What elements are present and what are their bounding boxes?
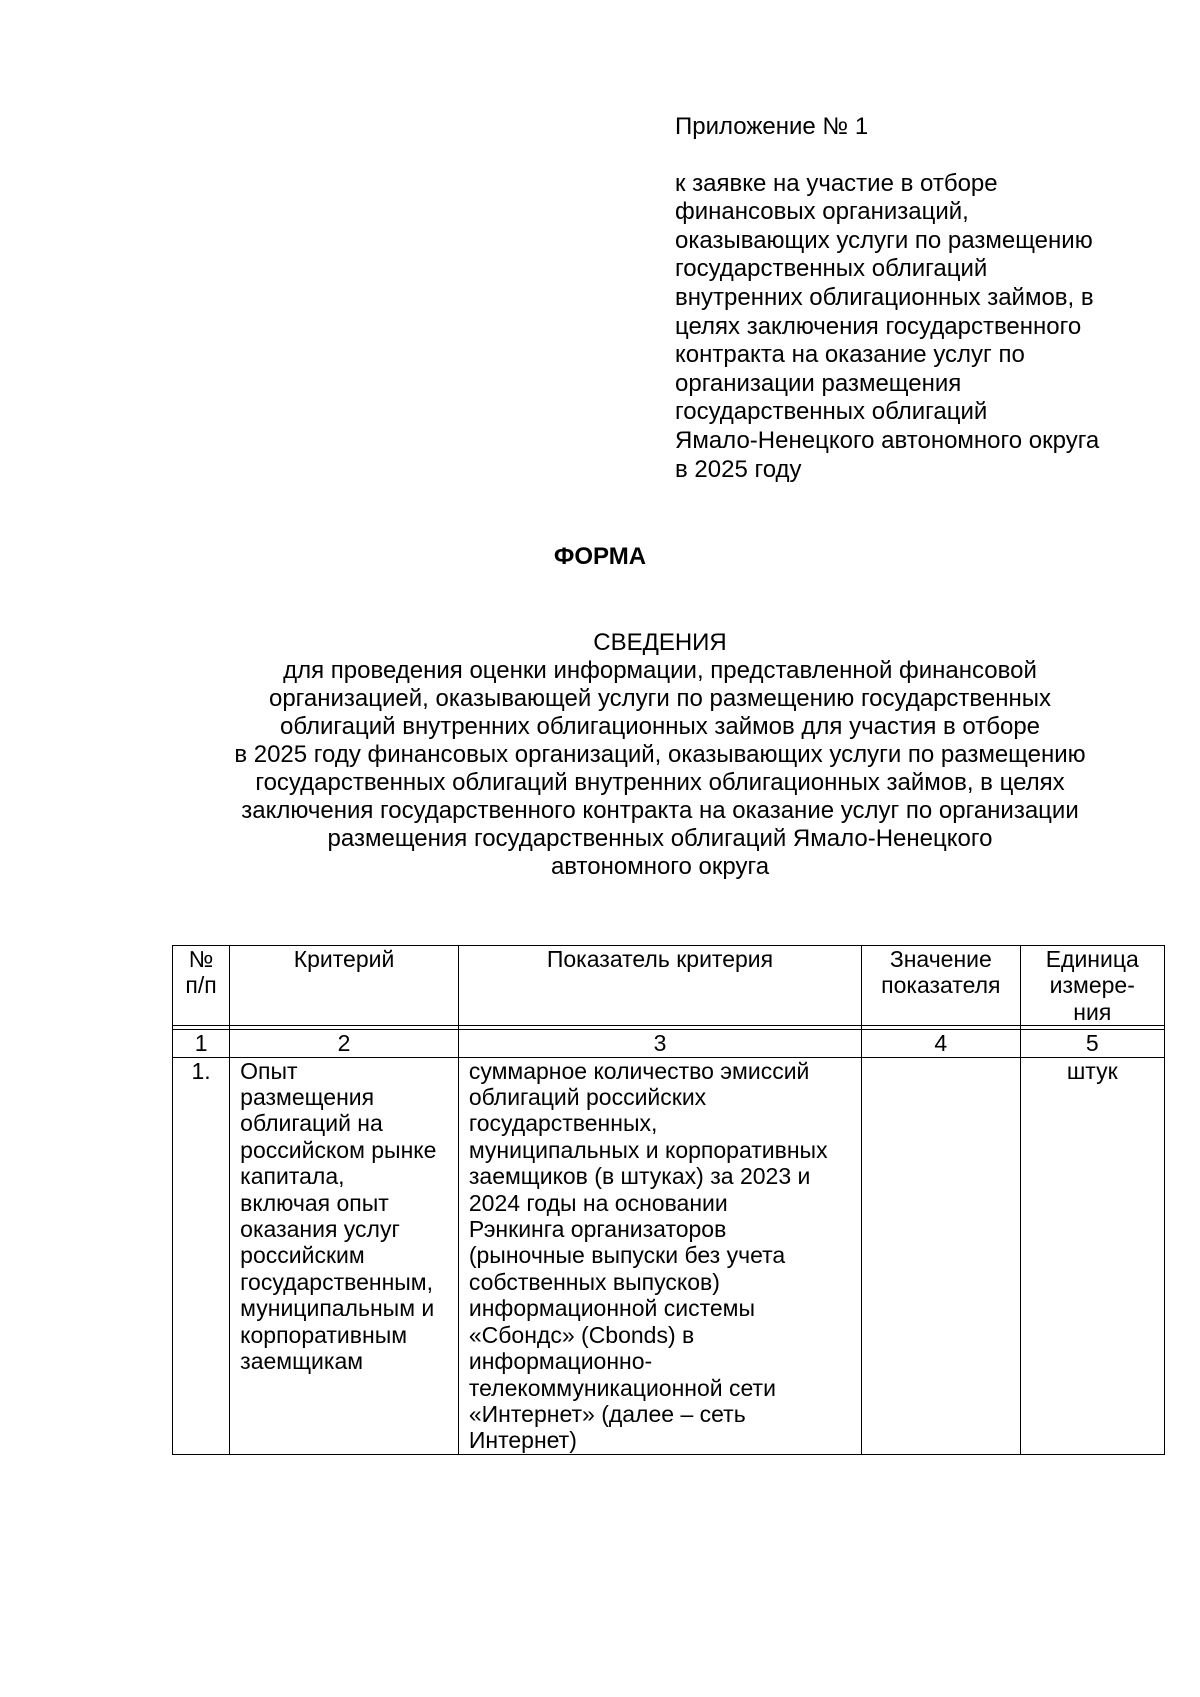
criterion-line: российским (240, 1242, 365, 1269)
header-text: ния (1073, 998, 1112, 1025)
indicator-line: телекоммуникационной сети (468, 1374, 776, 1401)
title-line: государственных облигаций внутренних облигационных займов, в целях (255, 769, 1065, 796)
criterion-line: размещения (240, 1084, 375, 1111)
document-title (130, 629, 1190, 881)
criterion-line: государственным, (240, 1268, 434, 1295)
appendix-line: государственных облигаций (675, 255, 988, 283)
appendix-text (675, 170, 1165, 485)
column-number-row (173, 1030, 1165, 1057)
criterion-line: оказания услуг (240, 1216, 400, 1243)
title-line: автономного округа (550, 853, 770, 880)
appendix-line: оказывающих услуги по размещению (675, 226, 1093, 254)
criterion-line: Опыт (240, 1057, 298, 1084)
indicator-line: суммарное количество эмиссий (468, 1057, 810, 1084)
appendix-line: целях заключения государственного (675, 312, 1082, 340)
indicator-line: Интернет) (468, 1427, 577, 1454)
header-cell-number (173, 946, 230, 1026)
column-number-cell: 4 (862, 1030, 1020, 1057)
appendix-line: финансовых организаций, (675, 198, 969, 226)
appendix-line: к заявке на участие в отборе (675, 169, 998, 197)
appendix-number: Приложение № 1 (675, 113, 869, 140)
criterion-line: муниципальным и (240, 1295, 435, 1322)
appendix-line: внутренних облигационных займов, в (675, 283, 1094, 311)
indicator-line: (рыночные выпуски без учета (468, 1242, 786, 1269)
indicator-line: заемщиков (в штуках) за 2023 и (468, 1163, 811, 1190)
header-cell-criterion (230, 946, 459, 1026)
indicator-cell (458, 1057, 861, 1454)
header-cell-indicator (458, 946, 861, 1026)
criterion-line: корпоративным (240, 1321, 408, 1348)
criteria-table (172, 945, 1165, 1455)
column-number-cell: 1 (173, 1030, 230, 1057)
indicator-line: облигаций российских (468, 1084, 707, 1111)
indicator-line: 2024 годы на основании (468, 1189, 728, 1216)
title-line: организацией, оказывающей услуги по размещению государственных (268, 685, 1051, 712)
table-row (173, 1057, 1165, 1454)
appendix-line: в 2025 году (675, 455, 802, 483)
column-number-cell: 3 (458, 1030, 861, 1057)
indicator-line: муниципальных и корпоративных (468, 1136, 828, 1163)
title-line: заключения государственного контракта на оказание услуг по организации (241, 797, 1079, 824)
indicator-line: государственных, (468, 1110, 658, 1137)
header-text: Критерий (293, 946, 395, 972)
indicator-line: собственных выпусков) (468, 1268, 720, 1295)
form-label: ФОРМА (553, 543, 647, 570)
criterion-line: капитала, (240, 1163, 345, 1190)
criterion-line: заемщикам (240, 1348, 364, 1375)
title-line: в 2025 году финансовых организаций, оказывающих услуги по размещению (234, 741, 1086, 768)
row-number-cell: 1. (173, 1057, 230, 1454)
header-cell-value (862, 946, 1020, 1026)
header-text: Значение (889, 946, 992, 972)
header-text: Единица (1045, 946, 1139, 972)
criterion-cell (230, 1057, 459, 1454)
unit-cell: штук (1020, 1057, 1164, 1454)
indicator-line: информационно- (468, 1348, 653, 1375)
header-text: показателя (881, 972, 1001, 999)
appendix-line: организации размещения (675, 369, 962, 397)
title-line: облигаций внутренних облигационных займов для участия в отборе (279, 713, 1041, 740)
title-line: для проведения оценки информации, представленной финансовой (283, 657, 1037, 684)
value-cell (862, 1057, 1020, 1454)
criterion-line: российском рынке (240, 1136, 437, 1163)
indicator-line: информационной системы (468, 1295, 756, 1322)
header-text: Показатель критерия (546, 946, 774, 972)
indicator-line: «Интернет» (далее – сеть (468, 1400, 746, 1427)
appendix-line: государственных облигаций (675, 398, 988, 426)
header-text: п/п (185, 972, 217, 999)
column-number-cell: 2 (230, 1030, 459, 1057)
appendix-line: Ямало-Ненецкого автономного округа (675, 426, 1100, 454)
column-number-cell: 5 (1020, 1030, 1164, 1057)
appendix-block (675, 113, 1165, 484)
header-text: № (188, 946, 214, 972)
indicator-line: «Сбондс» (Cbonds) в (468, 1321, 695, 1348)
title-line: размещения государственных облигаций Ямало-Ненецкого (327, 825, 993, 852)
header-cell-unit (1020, 946, 1164, 1026)
title-heading: СВЕДЕНИЯ (593, 629, 727, 656)
appendix-line: контракта на оказание услуг по (675, 341, 1025, 369)
criterion-line: включая опыт (240, 1189, 389, 1216)
criterion-line: облигаций на (240, 1110, 383, 1137)
table-header-row (173, 946, 1165, 1026)
header-text: измере- (1049, 972, 1135, 999)
indicator-line: Рэнкинга организаторов (468, 1216, 727, 1243)
